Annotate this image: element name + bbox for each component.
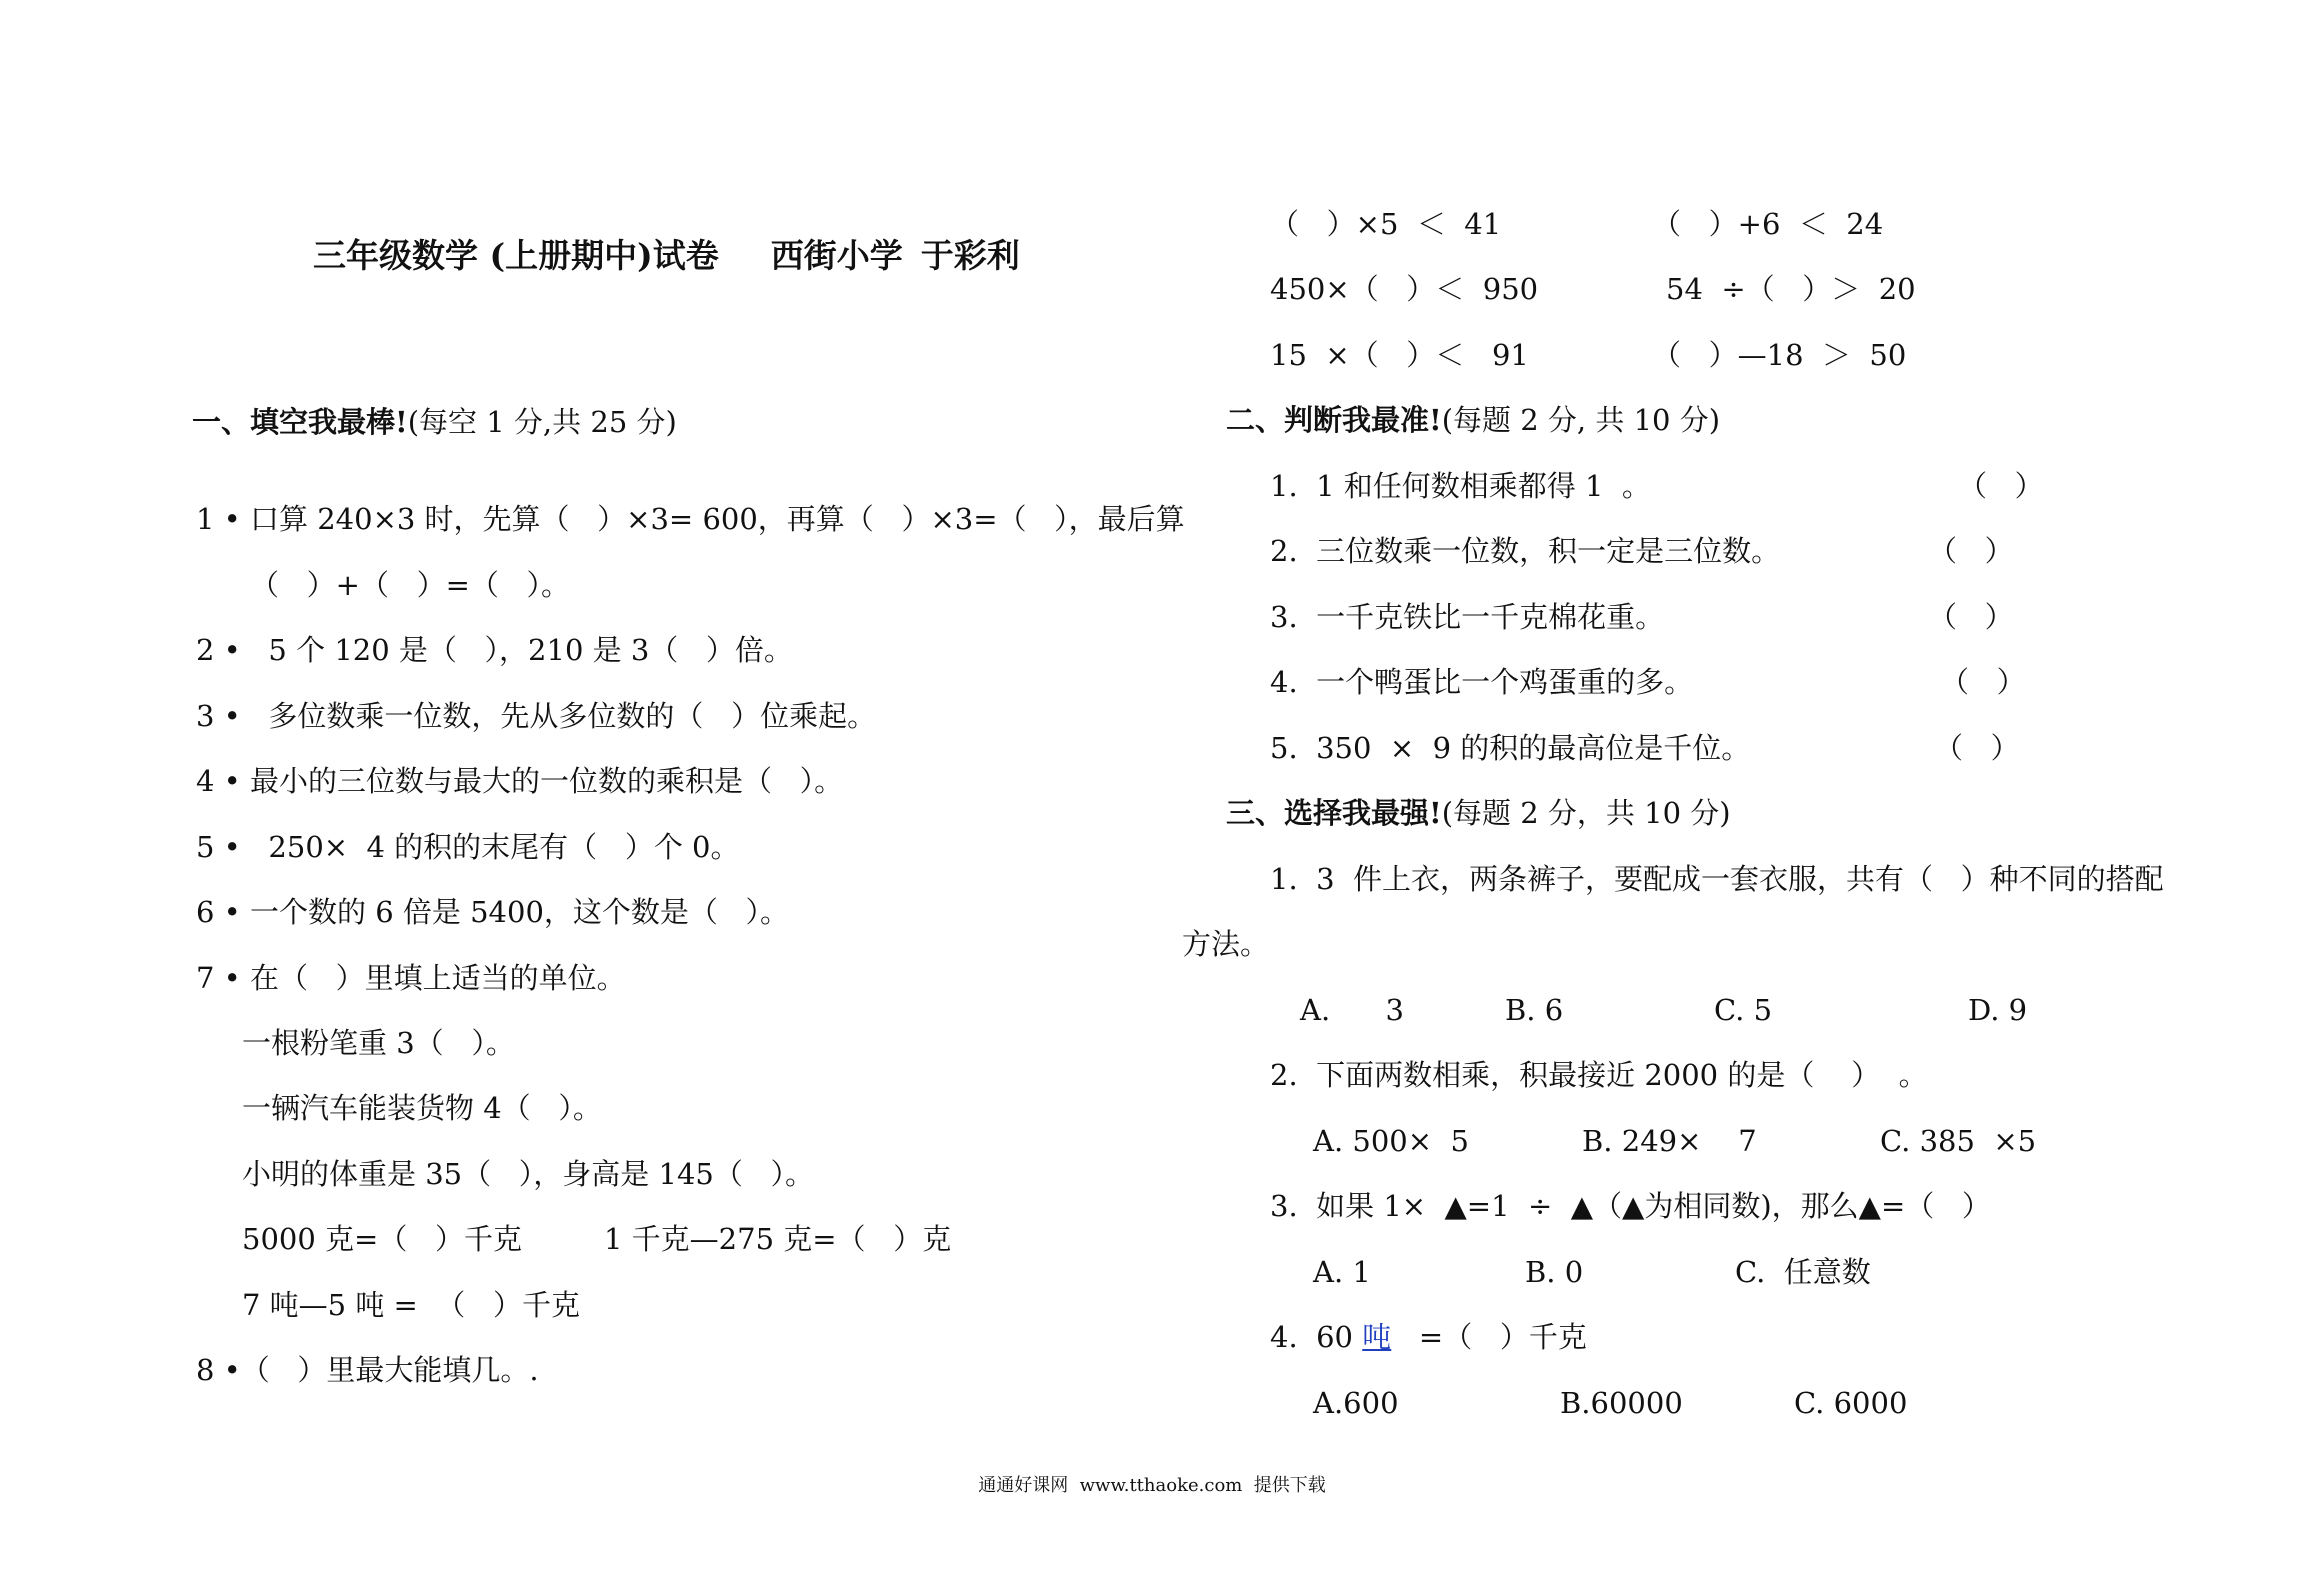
- section3-q2-option-a: A. 500× 5: [1313, 1124, 1469, 1158]
- inequality-r2a: 450×（ ）＜ 950: [1270, 272, 1539, 306]
- section1-q4: 4 • 最小的三位数与最大的一位数的乘积是（ ）。: [196, 764, 844, 798]
- inequality-r2b: 54 ÷（ ）＞ 20: [1666, 272, 1916, 306]
- section1-q8: 8 •（ ）里最大能填几。.: [196, 1353, 539, 1387]
- section3-q2: 2. 下面两数相乘，积最接近 2000 的是（ ） 。: [1270, 1058, 1928, 1092]
- section1-q2: 2 • 5 个 120 是（ ），210 是 3（ ）倍。: [196, 633, 793, 667]
- page-title: [290, 202, 1020, 274]
- section1-q5: 5 • 250× 4 的积的末尾有（ ）个 0。: [196, 830, 740, 864]
- section2-item-5-blank: （ ）: [1934, 731, 2020, 765]
- section2-item-4-blank: （ ）: [1940, 665, 2026, 699]
- section3-q4-option-a: A.600: [1313, 1386, 1399, 1420]
- section3-q3-option-b: B. 0: [1525, 1255, 1584, 1289]
- section3-q1-option-c: C. 5: [1714, 993, 1773, 1027]
- inequality-r1b: （ ）+6 ＜ 24: [1652, 207, 1884, 241]
- section3-q4: 4. 60 吨 =（ ）千克: [1270, 1320, 1587, 1354]
- section3-q2-option-b: B. 249× 7: [1582, 1124, 1757, 1158]
- section3-q3-option-c: C. 任意数: [1735, 1255, 1871, 1289]
- section3-q1-line2: 方法。: [1182, 927, 1270, 961]
- ton-link[interactable]: 吨: [1362, 1320, 1392, 1354]
- section2-item-4: 4. 一个鸭蛋比一个鸡蛋重的多。: [1270, 665, 1694, 699]
- section1-q7-truck: 一辆汽车能装货物 4（ ）。: [242, 1091, 602, 1125]
- section1-q7-kilograms: 1 千克—275 克=（ ）克: [604, 1222, 952, 1256]
- inequality-r1a: （ ）×5 ＜ 41: [1270, 207, 1502, 241]
- footer-credit: 通通好课网 www.tthaoke.com 提供下载: [978, 1475, 1326, 1496]
- section1-q6: 6 • 一个数的 6 倍是 5400，这个数是（ ）。: [196, 895, 790, 929]
- section1-q7-tons: 7 吨—5 吨 = （ ）千克: [242, 1288, 580, 1322]
- section3-q1-option-d: D. 9: [1968, 993, 2028, 1027]
- title-school: 西街小学: [770, 236, 903, 275]
- section2-item-3: 3. 一千克铁比一千克棉花重。: [1270, 600, 1665, 634]
- section2-item-5: 5. 350 × 9 的积的最高位是千位。: [1270, 731, 1751, 765]
- section3-q3-option-a: A. 1: [1313, 1255, 1371, 1289]
- section1-q1-line2: （ ）+（ ）=（ ）。: [250, 568, 571, 602]
- section1-q7: 7 • 在（ ）里填上适当的单位。: [196, 961, 626, 995]
- section1-q1-line1: 1 • 口算 240×3 时，先算（ ）×3= 600，再算（ ）×3=（ ），最后算: [196, 502, 1185, 536]
- section2-item-1: 1. 1 和任何数相乘都得 1 。: [1270, 469, 1651, 503]
- inequality-r3b: （ ）—18 ＞ 50: [1652, 338, 1907, 372]
- section2-item-2: 2. 三位数乘一位数，积一定是三位数。: [1270, 534, 1781, 568]
- section2-heading: 二、判断我最准!(每题 2 分, 共 10 分): [1226, 403, 1721, 437]
- section2-item-3-blank: （ ）: [1928, 600, 2014, 634]
- section3-q4-option-b: B.60000: [1560, 1386, 1683, 1420]
- section1-q3: 3 • 多位数乘一位数，先从多位数的（ ）位乘起。: [196, 699, 877, 733]
- section3-q1-option-a: A. 3: [1300, 993, 1404, 1027]
- section1-heading: 一、填空我最棒!(每空 1 分,共 25 分): [192, 405, 677, 439]
- inequality-r3a: 15 ×（ ）＜ 91: [1270, 338, 1529, 372]
- section3-q3: 3. 如果 1× ▲=1 ÷ ▲（▲为相同数)，那么▲=（ ）: [1270, 1189, 1991, 1223]
- section2-item-2-blank: （ ）: [1928, 534, 2014, 568]
- section2-item-1-blank: （ ）: [1958, 469, 2044, 503]
- section1-q7-chalk: 一根粉笔重 3（ ）。: [242, 1026, 515, 1060]
- title-main: 三年级数学 (上册期中)试卷: [312, 236, 719, 275]
- section1-q7-xiaoming: 小明的体重是 35（ ），身高是 145（ ）。: [242, 1157, 815, 1191]
- section3-heading: 三、选择我最强!(每题 2 分，共 10 分): [1226, 796, 1731, 830]
- section3-q2-option-c: C. 385 ×5: [1880, 1124, 2037, 1158]
- title-author: 于彩利: [920, 236, 1020, 275]
- section3-q1-option-b: B. 6: [1505, 993, 1564, 1027]
- section1-q7-grams: 5000 克=（ ）千克: [242, 1222, 522, 1256]
- section3-q1-line1: 1. 3 件上衣，两条裤子，要配成一套衣服，共有（ ）种不同的搭配: [1270, 862, 2164, 896]
- section3-q4-option-c: C. 6000: [1794, 1386, 1908, 1420]
